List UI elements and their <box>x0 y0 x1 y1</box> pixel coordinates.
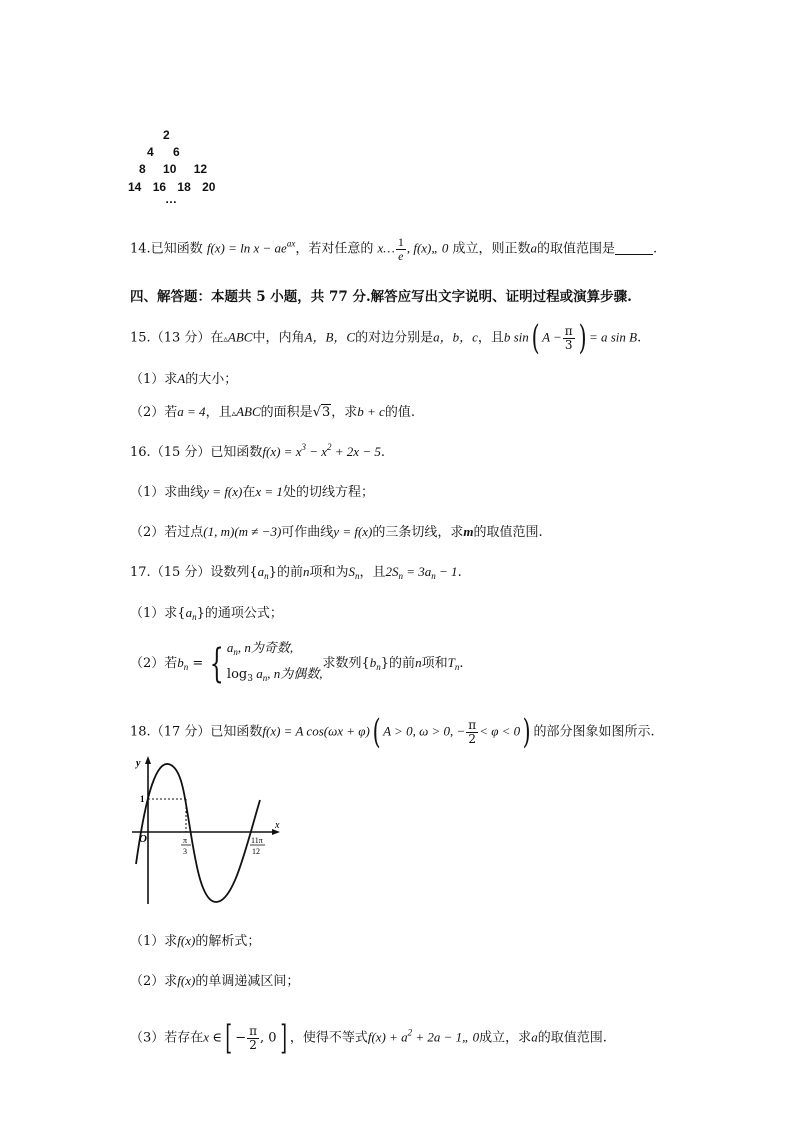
question-score: （13 分） <box>150 330 211 346</box>
q14-cond-op: … <box>383 240 395 256</box>
q14-prefix: 已知函数 <box>150 241 203 257</box>
q18-p3-fraction: $\frac{\pi}{2}$ <box>249 1023 257 1052</box>
q16-part-1: （1）求曲线y = f(x)在x = 1处的切线方程； <box>130 484 374 500</box>
question-18: 18.（17 分）已知函数f(x) = A cos(ωx + φ)( A > 0, ω > 0, − $\frac{\pi}{2}$ < φ < 0) 的部分图象如图所示. <box>130 712 655 752</box>
triangle-ellipsis: … <box>165 192 177 206</box>
q17-part-2: （2）若$b_n$ = { $a_n$, n为奇数, $\log_3 a_n$, n为偶数, 求数列$\{b_n\}$的前n项和$T_n$. <box>130 637 463 690</box>
q15-text1: 在 <box>210 330 224 346</box>
question-14 <box>130 236 657 262</box>
question-15: 15.（13 分）在▵ABC中，内角A，B，C的对边分别是a，b，c，且b sin( A − $\frac{\pi}{3}$ ) = a sin B. <box>130 318 642 358</box>
question-number: 15. <box>130 330 151 346</box>
question-score: （17 分） <box>150 724 211 740</box>
q15-fraction: $\frac{\pi}{3}$ <box>564 323 573 352</box>
question-number: 16. <box>130 445 151 460</box>
tick-11pi-12-den: 12 <box>252 847 260 856</box>
q15-vars2: a，b，c <box>433 329 478 345</box>
q15-text3: 的对边分别是 <box>355 330 434 346</box>
cosine-graph <box>128 752 288 912</box>
triangle-row-3: 8 10 12 <box>139 162 208 176</box>
q14-text1: ，若对任意的 <box>295 241 374 257</box>
q14-cond-tail: , f(x)„ 0 <box>406 240 449 256</box>
q14-function: f(x) = ln x − ae <box>206 240 287 256</box>
q14-cond-var: x <box>377 240 384 256</box>
x-axis-label: x <box>275 820 280 831</box>
q14-var-a: a <box>530 240 538 256</box>
question-number: 14. <box>130 241 151 257</box>
q15-eq-left: b sin <box>503 329 529 345</box>
triangle-row-4: 14 16 18 20 <box>128 180 216 194</box>
q18-part-2: （2）求f(x)的单调递减区间； <box>130 973 300 989</box>
q18-part-1: （1）求f(x)的解析式； <box>130 933 261 949</box>
q14-fraction: $\frac{1}{e}$ <box>397 235 404 263</box>
question-score: （15 分） <box>150 445 211 460</box>
q14-text2: 成立，则正数 <box>452 241 531 257</box>
question-score: （15 分） <box>150 565 211 580</box>
function-curve <box>136 764 260 902</box>
question-number: 17. <box>130 565 151 580</box>
tick-11pi-12-num: 11π <box>251 836 263 845</box>
tick-pi-3-den: 3 <box>183 847 187 856</box>
q18-fraction: $\frac{\pi}{2}$ <box>468 717 477 746</box>
q14-end: . <box>653 241 658 257</box>
q15-text2: 中，内角 <box>252 330 305 346</box>
q18-part-3: （3）若存在x ∈[ − $\frac{\pi}{2}$ , 0] ，使得不等式$f(x) + a^2 + 2a$ − 1„ 0成立，求a的取值范围. <box>130 1018 607 1058</box>
q15-part-1: （1）求A的大小； <box>130 371 238 387</box>
triangle-row-1: 2 <box>163 128 170 142</box>
question-16: 16.（15 分）已知函数$f(x) = x^3 - x^2 + 2x - 5$. <box>130 442 385 460</box>
section-heading: 四、解答题：本题共 5 小题，共 77 分.解答应写出文字说明、证明过程或演算步骤. <box>130 289 632 305</box>
q15-text4: ，且 <box>477 330 504 346</box>
triangle-symbol: ▵ <box>223 334 228 345</box>
y-one-label: 1 <box>140 794 145 804</box>
origin-label: O <box>139 833 147 845</box>
q15-part-2: （2）若a = 4，且▵ABC的面积是√3，求b + c的值. <box>130 404 415 420</box>
q14-exponent: ax <box>286 238 296 249</box>
q17-part-1: （1）求$\{a_n\}$的通项公式； <box>130 605 283 622</box>
tick-pi-3-num: π <box>183 836 188 845</box>
answer-blank[interactable] <box>615 242 653 255</box>
q15-triangle: ABC <box>227 329 253 345</box>
q15-vars1: A，B，C <box>304 329 356 345</box>
y-axis-arrow <box>145 756 151 764</box>
q15-end: . <box>637 330 642 346</box>
question-17: 17.（15 分）设数列$\{a_n\}$的前n项和为$S_n$，且$2S_n = 3a_n - 1$. <box>130 564 462 581</box>
triangle-row-2: 4 6 <box>147 145 180 159</box>
q16-part-2: （2）若过点(1, m)(m ≠ −3)可作曲线y = f(x)的三条切线，求m的取值范围. <box>130 524 543 540</box>
q15-eq-inner: A − <box>542 329 562 345</box>
q15-eq-right: = a sin B <box>588 329 638 345</box>
y-axis-label: y <box>136 758 141 769</box>
piecewise-definition: $a_n$, n为奇数, $\log_3 a_n$, n为偶数, <box>226 640 323 684</box>
question-number: 18. <box>130 724 151 740</box>
q14-text3: 的取值范围是 <box>537 241 616 257</box>
